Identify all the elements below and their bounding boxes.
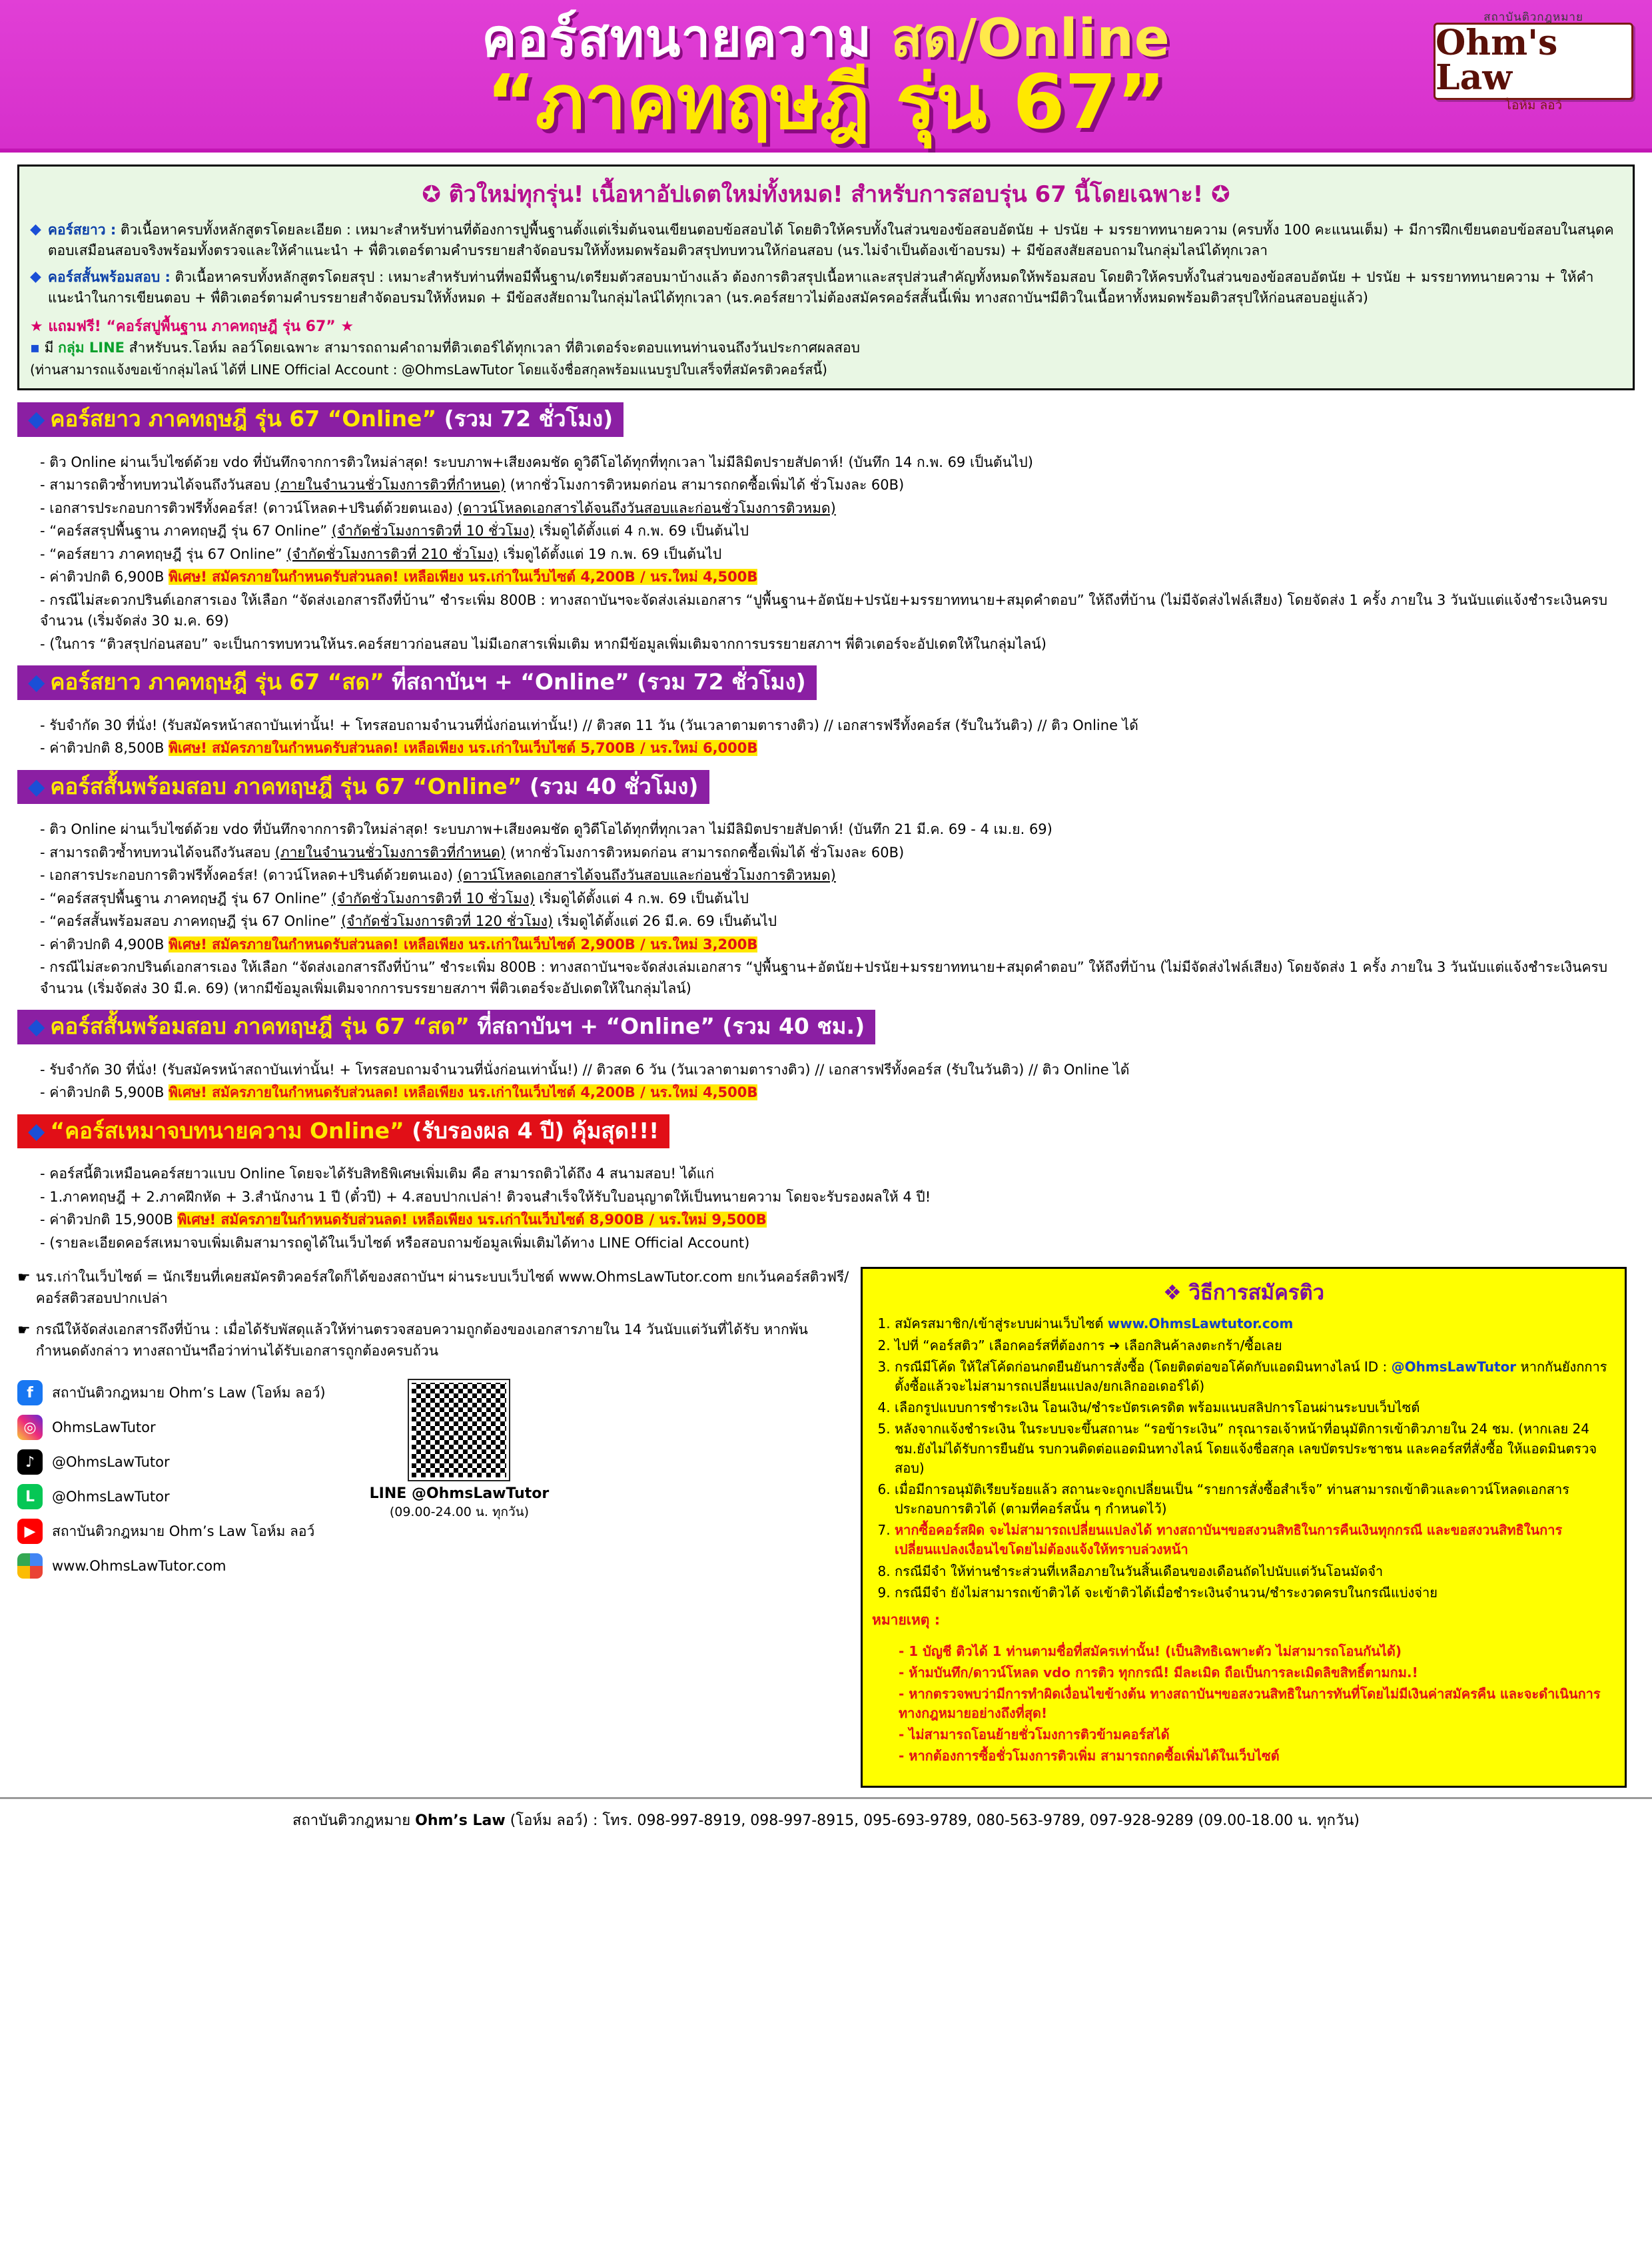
note-shipping <box>17 1319 850 1361</box>
how-to-register-box <box>861 1267 1627 1788</box>
course-type-long <box>30 220 1622 260</box>
pointing-hand-icon: ☛ <box>17 1322 31 1339</box>
course-bullet: - เอกสารประกอบการติวฟรีทั้งคอร์ส! (ดาวน์โหลด+ปรินต์ด้วยตนเอง) (ดาวน์โหลดเอกสารได้จนถึงวันสอบและก่อนชั่วโมงการติวหมด) <box>40 498 1635 520</box>
remark-item: - หากต้องการซื้อชั่วโมงการติวเพิ่ม สามารถกดซื้อเพิ่มได้ในเว็บไซต์ <box>899 1746 1615 1766</box>
course-section <box>17 402 1635 655</box>
bullet-icon: ▪ <box>30 340 40 357</box>
social-row[interactable] <box>17 1415 326 1440</box>
course-bullet: - กรณีไม่สะดวกปรินต์เอกสารเอง ให้เลือก “จัดส่งเอกสารถึงที่บ้าน” ชำระเพิ่ม 800B : ทางสถาบันฯจะจัดส่งเล่มเอกสาร “ปูพื้นฐาน+อัตนัย+ปรนัย+มรรยาททนาย+สมุดคำตอบ” ให้ถึงที่บ้าน (ไม่มีจัดส่งไฟล์เสียง) โดยจัดส่ง 1 ครั้ง ภายใน 3 วันนับแต่แจ้งชำระเงินครบจำนวน (เริ่มจัดส่ง 30 มี.ค. 69) (หากมีข้อมูลเพิ่มเติมจากการบรรยายสภาฯ พี่ติวเตอร์จะอัปเดตให้ในกลุ่มไลน์) <box>40 957 1635 999</box>
how-to-step: 5. หลังจากแจ้งชำระเงิน ในระบบจะขึ้นสถานะ “รอข้าระเงิน” กรุณารอเจ้าหน้าที่อนุมัติการเข้าติวภายใน 24 ชม. (หากเลย 24 ชม.ยังไม่ได้รับการยืนยัน รบกวนติดต่อแอดมินทางไลน์ โดยแจ้งชื่อสกุล เลขบัตรประชาชน และคอร์สที่สั่งซื้อ ให้แอดมินตรวจสอบ) <box>895 1419 1615 1478</box>
diamond-icon: ◆ <box>30 268 41 286</box>
note-old-student <box>17 1267 850 1309</box>
how-to-step: 8. กรณีมีจำ ให้ท่านชำระส่วนที่เหลือภายในวันสิ้นเดือนของเดือนถัดไปนับแต่วันโอนมัดจำ <box>895 1562 1615 1581</box>
lower-right-column <box>861 1267 1627 1788</box>
diamond-icon: ◆ <box>30 221 41 238</box>
how-to-steps <box>872 1314 1615 1603</box>
course-bullet: - ติว Online ผ่านเว็บไซต์ด้วย vdo ที่บันทึกจากการติวใหม่ล่าสุด! ระบบภาพ+เสียงคมชัด ดูวิดีโอได้ทุกที่ทุกเวลา ไม่มีลิมิตปรายสัปดาห์! (บันทึก 21 มี.ค. 69 - 4 เม.ย. 69) <box>40 819 1635 841</box>
course-type-short-label: คอร์สสั้นพร้อมสอบ : <box>47 269 171 286</box>
course-section-title <box>17 402 623 437</box>
how-to-step: 9. กรณีมีจำ ยังไม่สามารถเข้าติวได้ จะเข้าติวได้เมื่อชำระเงินจำนวน/ชำระงวดครบในกรณีแบ่งจ่าย <box>895 1583 1615 1603</box>
how-to-step: 7. หากซื้อคอร์สผิด จะไม่สามารถเปลี่ยนแปลงได้ ทางสถาบันฯขอสงวนสิทธิในการคืนเงินทุกกรณี และขอสงวนสิทธิในการเปลี่ยนแปลงเงื่อนไขโดยไม่ต้องแจ้งให้ทราบล่วงหน้า <box>895 1521 1615 1559</box>
course-section <box>17 1010 1635 1104</box>
line-note-suffix: สำหรับนร.โอห์ม ลอว์โดยเฉพาะ สามารถถามคำถามที่ติวเตอร์ได้ทุกเวลา ที่ติวเตอร์จะตอบแทนท่านจนถึงวันประกาศผลสอบ <box>125 340 860 356</box>
remark-list <box>872 1642 1615 1766</box>
course-section <box>17 1114 1635 1254</box>
course-bullet: - (ในการ “ติวสรุปก่อนสอบ” จะเป็นการทบทวนให้นร.คอร์สยาวก่อนสอบ ไม่มีเอกสารเพิ่มเติม หากมีข้อมูลเพิ่มเติมจากการบรรยายสภาฯ พี่ติวเตอร์จะอัปเดตให้ในกลุ่มไลน์) <box>40 634 1635 655</box>
course-section-title-main: คอร์สสั้นพร้อมสอบ ภาคทฤษฎี รุ่น 67 “สด” <box>50 1013 470 1040</box>
course-bullet: - ค่าติวปกติ 4,900B พิเศษ! สมัครภายในกำหนดรับส่วนลด! เหลือเพียง นร.เก่าในเว็บไซต์ 2,900B / นร.ใหม่ 3,200B <box>40 935 1635 956</box>
poster-content <box>0 153 1652 1254</box>
youtube-icon[interactable]: ▶ <box>17 1519 43 1544</box>
line-group-note <box>30 338 1622 359</box>
how-to-title: ❖ วิธีการสมัครติว <box>1162 1281 1325 1306</box>
course-bullet: - ค่าติวปกติ 15,900B พิเศษ! สมัครภายในกำหนดรับส่วนลด! เหลือเพียง นร.เก่าในเว็บไซต์ 8,900B / นร.ใหม่ 9,500B <box>40 1210 1635 1231</box>
diamond-icon: ◆ <box>28 1013 45 1040</box>
course-bullet: - (รายละเอียดคอร์สเหมาจบเพิ่มเติมสามารถดูได้ในเว็บไซต์ หรือสอบถามข้อมูลเพิ่มเติมได้ทาง LINE Official Account) <box>40 1233 1635 1254</box>
footer-prefix: สถาบันติวกฎหมาย <box>292 1812 416 1830</box>
line-qr-block <box>370 1380 550 1588</box>
diamond-icon: ◆ <box>28 1117 45 1144</box>
course-bullet: - ติว Online ผ่านเว็บไซต์ด้วย vdo ที่บันทึกจากการติวใหม่ล่าสุด! ระบบภาพ+เสียงคมชัด ดูวิดีโอได้ทุกที่ทุกเวลา ไม่มีลิมิตปรายสัปดาห์! (บันทึก 14 ก.พ. 69 เป็นต้นไป) <box>40 452 1635 474</box>
course-section-title-sub: ที่สถาบันฯ + “Online” (รวม 40 ชม.) <box>469 1013 865 1040</box>
remark-item: - ห้ามบันทึก/ดาวน์โหลด vdo การติว ทุกกรณี! มีละเมิด ถือเป็นการละเมิดลิขสิทธิ์ตามกม.! <box>899 1663 1615 1683</box>
website-icon[interactable] <box>17 1553 43 1579</box>
social-label: @OhmsLawTutor <box>52 1454 170 1471</box>
social-label: สถาบันติวกฎหมาย Ohm’s Law โอห์ม ลอว์ <box>52 1523 315 1539</box>
instagram-icon[interactable]: ◎ <box>17 1415 43 1440</box>
header-title-accent: สด/Online <box>891 9 1170 69</box>
course-bullet: - “คอร์สยาว ภาคทฤษฎี รุ่น 67 Online” (จำกัดชั่วโมงการติวที่ 210 ชั่วโมง) เริ่มดูได้ตั้งแต่ 19 ก.พ. 69 เป็นต้นไป <box>40 544 1635 565</box>
course-section-title-main: คอร์สยาว ภาคทฤษฎี รุ่น 67 “สด” <box>50 669 384 695</box>
social-label: สถาบันติวกฎหมาย Ohm’s Law (โอห์ม ลอว์) <box>52 1384 326 1401</box>
line-note-prefix: มี <box>44 340 59 356</box>
social-label: www.OhmsLawTutor.com <box>52 1558 226 1575</box>
course-bullet: - ค่าติวปกติ 5,900B พิเศษ! สมัครภายในกำหนดรับส่วนลด! เหลือเพียง นร.เก่าในเว็บไซต์ 4,200B / นร.ใหม่ 4,500B <box>40 1082 1635 1104</box>
footer-contact: : โทร. 098-997-8919, 098-997-8915, 095-693-9789, 080-563-9789, 097-928-9289 (09.00-18.00 น. ทุกวัน) <box>588 1812 1360 1830</box>
header-title-main: คอร์สทนายความ <box>482 9 891 69</box>
social-list <box>17 1380 326 1588</box>
line-group-highlight: กลุ่ม LINE <box>58 340 125 356</box>
course-bullet: - สามารถติวซ้ำทบทวนได้จนถึงวันสอบ (ภายในจำนวนชั่วโมงการติวที่กำหนด) (หากชั่วโมงการติวหมดก่อน สามารถกดซื้อเพิ่มได้ ชั่วโมงละ 60B) <box>40 843 1635 864</box>
course-section-title-sub: (รับรองผล 4 ปี) คุ้มสุด!!! <box>404 1117 659 1144</box>
course-bullet: - “คอร์สสรุปพื้นฐาน ภาคทฤษฎี รุ่น 67 Online” (จำกัดชั่วโมงการติวที่ 10 ชั่วโมง) เริ่มดูได้ตั้งแต่ 4 ก.พ. 69 เป็นต้นไป <box>40 521 1635 542</box>
line-icon[interactable]: L <box>17 1484 43 1509</box>
course-type-short <box>30 267 1622 308</box>
intro-box <box>17 165 1635 390</box>
course-section-title-main: คอร์สยาว ภาคทฤษฎี รุ่น 67 “Online” <box>50 405 437 432</box>
remark-title: หมายเหตุ : <box>872 1612 941 1629</box>
logo-thai-name: โอห์ม ลอว์ <box>1504 97 1563 113</box>
course-bullet: - 1.ภาคทฤษฎี + 2.ภาคฝึกหัด + 3.สำนักงาน 1 ปี (ตั๋วปี) + 4.สอบปากเปล่า! ติวจนสำเร็จให้รับใบอนุญาตให้เป็นทนายความ โดยจะรับรองผลให้ 4 ปี! <box>40 1187 1635 1208</box>
social-row[interactable] <box>17 1553 326 1579</box>
course-section-title <box>17 1010 875 1044</box>
note-shipping-text: กรณีให้จัดส่งเอกสารถึงที่บ้าน : เมื่อได้รับพัสดุแล้วให้ท่านตรวจสอบความถูกต้องของเอกสารภายใน 14 วันนับแต่วันที่ได้รับ หากพ้นกำหนดดังกล่าว ทางสถาบันฯถือว่าท่านได้รับเอกสารถูกต้องครบถ้วน <box>35 1321 808 1359</box>
social-links <box>17 1380 850 1588</box>
course-section-title-sub: (รวม 72 ชั่วโมง) <box>436 405 614 432</box>
course-bullet: - กรณีไม่สะดวกปรินต์เอกสารเอง ให้เลือก “จัดส่งเอกสารถึงที่บ้าน” ชำระเพิ่ม 800B : ทางสถาบันฯจะจัดส่งเล่มเอกสาร “ปูพื้นฐาน+อัตนัย+ปรนัย+มรรยาททนาย+สมุดคำตอบ” ให้ถึงที่บ้าน (ไม่มีจัดส่งไฟล์เสียง) โดยจัดส่ง 1 ครั้ง ภายใน 3 วันนับแต่แจ้งชำระเงินครบจำนวน (เริ่มจัดส่ง 30 ม.ค. 69) <box>40 590 1635 632</box>
course-section-bullets <box>17 448 1635 655</box>
course-section-title-main: คอร์สสั้นพร้อมสอบ ภาคทฤษฎี รุ่น 67 “Online” <box>50 773 522 799</box>
free-bonus-line: ★ แถมฟรี! “คอร์สปูพื้นฐาน ภาคทฤษฎี รุ่น 67” ★ <box>30 318 354 336</box>
course-type-long-text: ติวเนื้อหาครบทั้งหลักสูตรโดยละเอียด : เหมาะสำหรับท่านที่ต้องการปูพื้นฐานตั้งแต่เริ่มต้นจนเขียนตอบข้อสอบได้ โดยติวให้ครบทั้งในส่วนของข้อสอบอัตนัย + ปรนัย + มรรยาททนายความ (ครบทั้ง 100 คะแนนเต็ม) + มีการฝึกเขียนตอบข้อสอบในสนุดคตอบเสมือนสอบจริงพร้อมทั้งตรวจและให้คำแนะนำ + พื่ติวเตอร์ตามคำบรรยายสำจัดอบรมให้ทั้งหมดพร้อมติวสรุปทบทวนให้ก่อนสอบ (นร.ไม่จำเป็นต้องเข้าอบรม) + มีข้อสงสัยสอบถามในกลุ่มไลน์ได้ทุกเวลา <box>47 222 1614 258</box>
course-type-short-text: ติวเนื้อหาครบทั้งหลักสูตรโดยสรุป : เหมาะสำหรับท่านที่พอมีพื้นฐาน/เตรียมตัวสอบมาบ้างแล้ว ต้องการติวสรุปเนื้อหาและสรุปส่วนสำคัญทั้งหมดให้พร้อมสอบ โดยติวให้ครบทั้งในส่วนของข้อสอบอัตนัย + ปรนัย + มรรยาททนายความ + ให้คำแนะนำในการเขียนตอบ + พื่ติวเตอร์ตามคำบรรยายสำจัดอบรมให้ทั้งหมด + มีข้อสงสัยถามในกลุ่มไลน์ได้ทุกเวลา (นร.คอร์สยาวไม่ต้องสมัครคอร์สสั้นนี้เพิ่ม ทางสถาบันฯมีติวในเนื้อหาทั้งหมดพร้อมติวสรุปให้ก่อนสอบอยู่แล้ว) <box>47 269 1594 306</box>
course-section-title-sub: ที่สถาบันฯ + “Online” (รวม 72 ชั่วโมง) <box>384 669 806 695</box>
course-sections <box>17 402 1635 1254</box>
social-label: OhmsLawTutor <box>52 1419 156 1436</box>
social-row[interactable] <box>17 1519 326 1544</box>
diamond-icon: ◆ <box>28 669 45 695</box>
social-row[interactable] <box>17 1380 326 1405</box>
course-section-title-sub: (รวม 40 ชั่วโมง) <box>522 773 699 799</box>
course-bullet: - ค่าติวปกติ 6,900B พิเศษ! สมัครภายในกำหนดรับส่วนลด! เหลือเพียง นร.เก่าในเว็บไซต์ 4,200B / นร.ใหม่ 4,500B <box>40 567 1635 588</box>
social-row[interactable] <box>17 1484 326 1509</box>
footer-brand-thai: (โอห์ม ลอว์) <box>505 1812 588 1830</box>
how-to-step: 6. เมื่อมีการอนุมัติเรียบร้อยแล้ว สถานะจะถูกเปลี่ยนเป็น “รายการสั่งซื้อสำเร็จ” ท่านสามารถเข้าติวและดาวน์โหลดเอกสารประกอบการติวได้ (ตามที่คอร์สนั้น ๆ กำหนดไว้) <box>895 1480 1615 1519</box>
course-bullet: - “คอร์สสรุปพื้นฐาน ภาคทฤษฎี รุ่น 67 Online” (จำกัดชั่วโมงการติวที่ 10 ชั่วโมง) เริ่มดูได้ตั้งแต่ 4 ก.พ. 69 เป็นต้นไป <box>40 889 1635 910</box>
course-section-title <box>17 1114 669 1149</box>
note-old-student-text: นร.เก่าในเว็บไซต์ = นักเรียนที่เคยสมัครติวคอร์สใดก็ได้ของสถาบันฯ ผ่านระบบเว็บไซต์ www.OhmsLawTutor.com ยกเว้นคอร์สติวฟรี/คอร์สติวสอบปากเปล่า <box>35 1269 849 1306</box>
brand-logo <box>1434 10 1633 113</box>
header-line-2: “ภาคทฤษฎี รุ่น 67” <box>486 59 1166 146</box>
lower-left-column <box>17 1267 850 1788</box>
intro-tagline: ✪ ติวใหม่ทุกรุ่น! เนื้อหาอัปเดตใหม่ทั้งหมด! สำหรับการสอบรุ่น 67 นี้โดยเฉพาะ! ✪ <box>422 181 1230 208</box>
course-bullet: - เอกสารประกอบการติวฟรีทั้งคอร์ส! (ดาวน์โหลด+ปรินต์ด้วยตนเอง) (ดาวน์โหลดเอกสารได้จนถึงวันสอบและก่อนชั่วโมงการติวหมด) <box>40 865 1635 887</box>
tiktok-icon[interactable]: ♪ <box>17 1449 43 1475</box>
poster-footer <box>0 1797 1652 1842</box>
course-bullet: - ค่าติวปกติ 8,500B พิเศษ! สมัครภายในกำหนดรับส่วนลด! เหลือเพียง นร.เก่าในเว็บไซต์ 5,700B / นร.ใหม่ 6,000B <box>40 738 1635 759</box>
course-section-bullets <box>17 1055 1635 1104</box>
facebook-icon[interactable]: f <box>17 1380 43 1405</box>
social-label: @OhmsLawTutor <box>52 1489 170 1505</box>
course-bullet: - คอร์สนี้ติวเหมือนคอร์สยาวแบบ Online โดยจะได้รับสิทธิพิเศษเพิ่มเติม คือ สามารถติวได้ถึง 4 สนามสอบ! ได้แก่ <box>40 1164 1635 1185</box>
course-bullet: - สามารถติวซ้ำทบทวนได้จนถึงวันสอบ (ภายในจำนวนชั่วโมงการติวที่กำหนด) (หากชั่วโมงการติวหมดก่อน สามารถกดซื้อเพิ่มได้ ชั่วโมงละ 60B) <box>40 475 1635 496</box>
how-to-step: 4. เลือกรูปแบบการชำระเงิน โอนเงิน/ชำระบัตรเครดิต พร้อมแนบสลิปการโอนผ่านระบบเว็บไซต์ <box>895 1398 1615 1417</box>
line-group-paren-note: (ท่านสามารถแจ้งขอเข้ากลุ่มไลน์ ได้ที่ LINE Official Account : @OhmsLawTutor โดยแจ้งชื่อสกุลพร้อมแนบรูปใบเสร็จที่สมัครติวคอร์สนี้) <box>30 361 827 378</box>
remark-item: - ไม่สามารถโอนย้ายชั่วโมงการติวข้ามคอร์สได้ <box>899 1725 1615 1744</box>
how-to-step: 2. ไปที่ “คอร์สติว” เลือกคอร์สที่ต้องการ ➜ เลือกสินค้าลงตะกร้า/ซื้อเลย <box>895 1336 1615 1355</box>
qr-caption: LINE @OhmsLawTutor <box>369 1485 550 1503</box>
social-row[interactable] <box>17 1449 326 1475</box>
course-section-title-main: “คอร์สเหมาจบทนายความ Online” <box>50 1117 404 1144</box>
lower-area <box>0 1264 1652 1788</box>
logo-wordmark: Ohm's Law <box>1436 22 1558 98</box>
qr-caption-hours: (09.00-24.00 น. ทุกวัน) <box>389 1505 530 1520</box>
course-bullet: - รับจำกัด 30 ที่นั่ง! (รับสมัครหน้าสถาบันเท่านั้น! + โทรสอบถามจำนวนที่นั่งก่อนเท่านั้น!) // ติวสด 11 วัน (วันเวลาตามตารางติว) // เอกสารฟรีทั้งคอร์ส (รับในวันติว) // ติว Online ได้ <box>40 715 1635 737</box>
pointing-hand-icon: ☛ <box>17 1270 31 1287</box>
how-to-step: 3. กรณีมีโค้ด ให้ใส่โค้ดก่อนกดยืนยันการสั่งซื้อ (โดยติดต่อขอโค้ดกับแอดมินทางไลน์ ID : @OhmsLawTutor หากกันยังกการตั้งซื้อแล้วจะไม่สามารถเปลี่ยนแปลง/ยกเลิกออเดอร์ได้) <box>895 1357 1615 1396</box>
course-section-bullets <box>17 1159 1635 1254</box>
remark-item: - หากตรวจพบว่ามีการทำผิดเงื่อนไขข้างต้น ทางสถาบันฯขอสงวนสิทธิในการทันที่โดยไม่มีเงินค่าสมัครคืน และจะดำเนินการทางกฎหมายอย่างถึงที่สุด! <box>899 1685 1615 1723</box>
course-section-title <box>17 770 709 805</box>
how-to-step: 1. สมัครสมาชิก/เข้าสู่ระบบผ่านเว็บไซต์ www.OhmsLawtutor.com <box>895 1314 1615 1333</box>
course-section-bullets <box>17 815 1635 999</box>
footer-brand: Ohm’s Law <box>415 1812 506 1830</box>
course-section-bullets <box>17 711 1635 759</box>
poster-header <box>0 0 1652 153</box>
diamond-icon: ◆ <box>28 773 45 799</box>
qr-code-image <box>409 1380 509 1480</box>
course-section <box>17 665 1635 759</box>
course-bullet: - รับจำกัด 30 ที่นั่ง! (รับสมัครหน้าสถาบันเท่านั้น! + โทรสอบถามจำนวนที่นั่งก่อนเท่านั้น!) // ติวสด 6 วัน (วันเวลาตามตารางติว) // เอกสารฟรีทั้งคอร์ส (รับในวันติว) // ติว Online ได้ <box>40 1060 1635 1081</box>
remark-item: - 1 บัญชี ติวได้ 1 ท่านตามชื่อที่สมัครเท่านั้น! (เป็นสิทธิเฉพาะตัว ไม่สามารถโอนกันได้) <box>899 1642 1615 1661</box>
course-type-long-label: คอร์สยาว : <box>47 222 117 238</box>
course-section <box>17 770 1635 1000</box>
course-bullet: - “คอร์สสั้นพร้อมสอบ ภาคทฤษฎี รุ่น 67 Online” (จำกัดชั่วโมงการติวที่ 120 ชั่วโมง) เริ่มดูได้ตั้งแต่ 26 มี.ค. 69 เป็นต้นไป <box>40 911 1635 933</box>
logo-subtitle: สถาบันติวกฎหมาย <box>1483 10 1583 24</box>
diamond-icon: ◆ <box>28 405 45 432</box>
course-section-title <box>17 665 817 700</box>
